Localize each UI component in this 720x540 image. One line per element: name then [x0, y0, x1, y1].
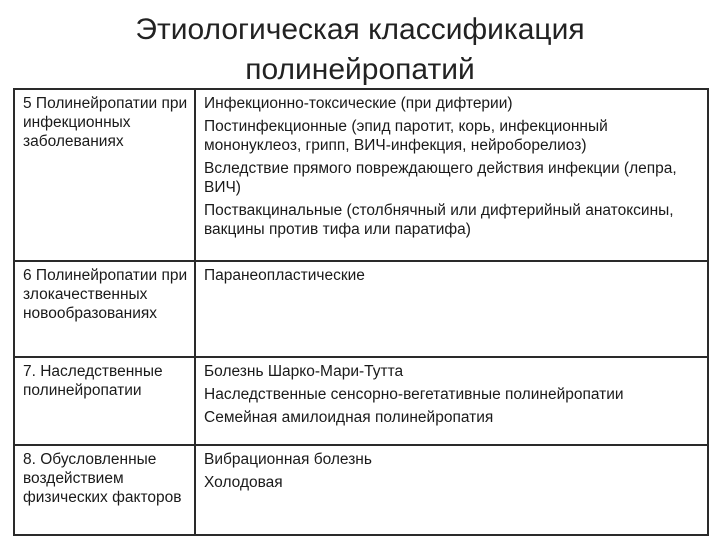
- table-row: [14, 357, 708, 445]
- list-item: Вибрационная болезнь: [204, 451, 372, 468]
- table-row: [14, 445, 708, 535]
- list-item: Паранеопластические: [204, 267, 365, 284]
- items-cell: [195, 89, 708, 261]
- classification-table: [13, 88, 709, 536]
- list-item: Постинфекционные (эпид паротит, корь, инфекционный мононуклеоз, грипп, ВИЧ-инфекция, нейроборелиоз): [204, 118, 608, 154]
- classification-table-container: [13, 88, 707, 534]
- category-cell: 8. Обусловленные воздействием физических факторов: [14, 445, 195, 535]
- list-item: Наследственные сенсорно-вегетативные полинейропатии: [204, 386, 624, 403]
- list-item: Холодовая: [204, 474, 283, 491]
- title-line-2: полинейропатий: [245, 53, 475, 86]
- category-cell: 7. Наследственные полинейропатии: [14, 357, 195, 445]
- items-cell: [195, 261, 708, 357]
- items-cell: [195, 357, 708, 445]
- table-row: [14, 261, 708, 357]
- table-row: [14, 89, 708, 261]
- title-line-1: Этиологическая классификация: [135, 13, 585, 46]
- category-cell: 5 Полинейропатии при инфекционных заболеваниях: [14, 89, 195, 261]
- list-item: Инфекционно-токсические (при дифтерии): [204, 95, 513, 112]
- slide-title: [0, 10, 720, 90]
- list-item: Болезнь Шарко-Мари-Тутта: [204, 363, 404, 380]
- category-cell: 6 Полинейропатии при злокачественных новообразованиях: [14, 261, 195, 357]
- items-cell: [195, 445, 708, 535]
- list-item: Вследствие прямого повреждающего действия инфекции (лепра, ВИЧ): [204, 160, 677, 196]
- list-item: Поствакцинальные (столбнячный или дифтерийный анатоксины, вакцины против тифа или паратифа): [204, 202, 674, 238]
- list-item: Семейная амилоидная полинейропатия: [204, 409, 494, 426]
